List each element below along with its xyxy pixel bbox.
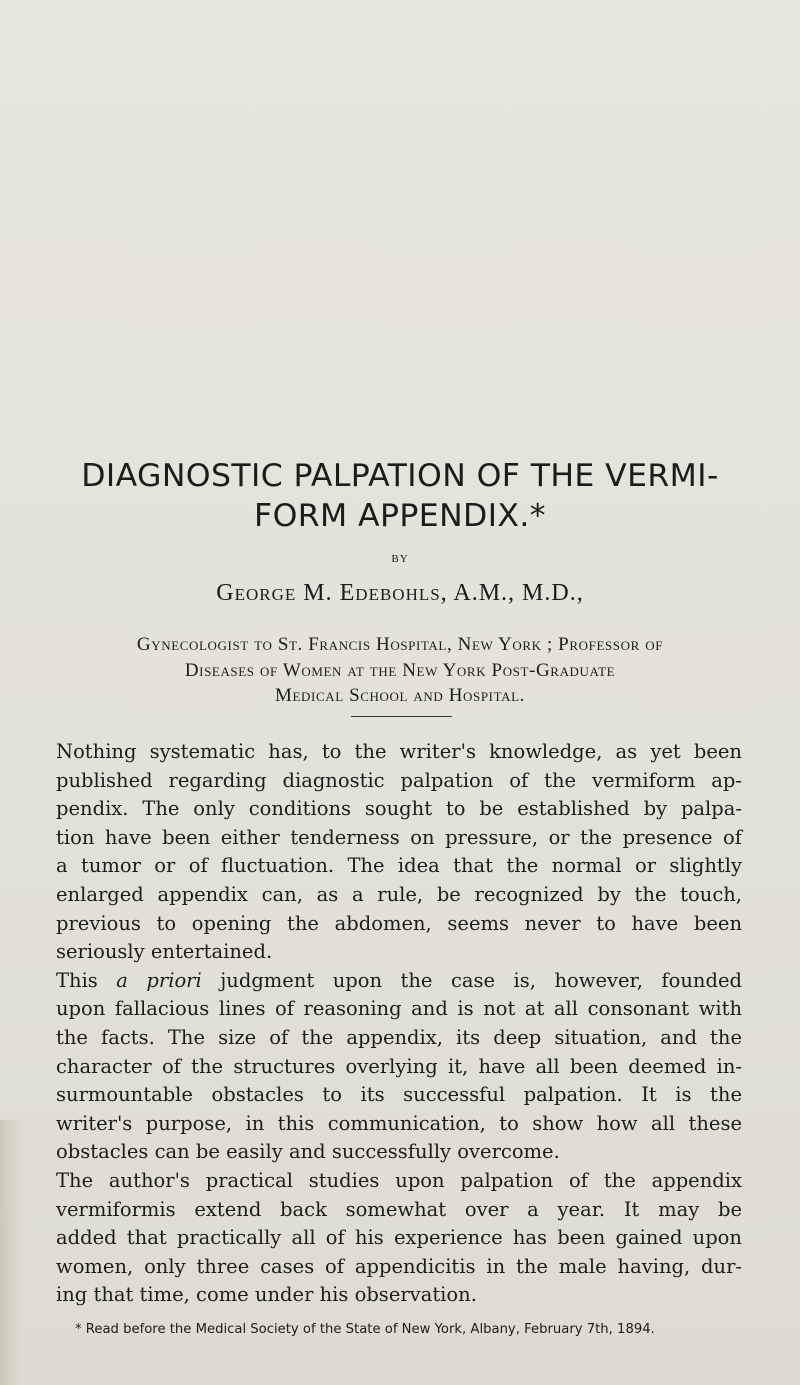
affiliation-line-2: Diseases of Women at the New York Post-Graduate	[184, 659, 616, 681]
title-line-2: FORM APPENDIX.*	[254, 498, 546, 534]
footnote: * Read before the Medical Society of the State of New York, Albany, February 7th, 1894.	[75, 1322, 655, 1337]
article-title	[0, 456, 800, 536]
title-line-1: DIAGNOSTIC PALPATION OF THE VERMI-	[81, 458, 719, 494]
body-line: writer's purpose, in this communication, to show how all these	[56, 1111, 742, 1135]
affiliation-line-1: Gynecologist to St. Francis Hospital, New York ; Professor of	[136, 634, 664, 655]
body-line: character of the structures overlying it, have all been deemed in-	[56, 1054, 742, 1078]
body-line: added that practically all of his experience has been gained upon	[56, 1226, 742, 1250]
affiliation-line-3: Medical School and Hospital.	[275, 685, 525, 706]
byline-label: BY	[391, 553, 409, 565]
body-line: seriously entertained.	[56, 940, 273, 964]
author-name: George M. Edebohls, A.M., M.D.,	[216, 580, 584, 606]
body-line: vermiformis extend back somewhat over a year. It may be	[56, 1197, 742, 1221]
body-line: tion have been either tenderness on pressure, or the presence of	[56, 825, 742, 849]
body-line: a tumor or of fluctuation. The idea that the normal or slightly	[56, 854, 742, 878]
body-line-a-priori: This a priori judgment upon the case is, however, founded	[56, 968, 742, 992]
body-line: published regarding diagnostic palpation of the vermiform ap-	[56, 768, 742, 792]
body-line: upon fallacious lines of reasoning and is not at all consonant with	[56, 997, 742, 1021]
author-affiliation	[0, 632, 800, 709]
section-divider	[351, 716, 452, 717]
body-line: enlarged appendix can, as a rule, be recognized by the touch,	[56, 882, 742, 906]
article-body	[56, 738, 742, 1310]
body-line: surmountable obstacles to its successful palpation. It is the	[56, 1083, 742, 1107]
body-line: Nothing systematic has, to the writer's knowledge, as yet been	[56, 740, 742, 763]
page-edge-shadow	[0, 1120, 22, 1385]
body-line: women, only three cases of appendicitis in the male having, dur-	[56, 1254, 742, 1278]
italic-phrase: a priori	[116, 968, 202, 992]
body-line: obstacles can be easily and successfully overcome.	[56, 1140, 560, 1164]
body-line: pendix. The only conditions sought to be established by palpa-	[56, 797, 742, 821]
body-line: ing that time, come under his observation.	[56, 1283, 477, 1307]
body-line: previous to opening the abdomen, seems never to have been	[56, 911, 742, 935]
body-line: the facts. The size of the appendix, its deep situation, and the	[56, 1025, 742, 1049]
body-line: The author's practical studies upon palpation of the appendix	[56, 1168, 742, 1192]
